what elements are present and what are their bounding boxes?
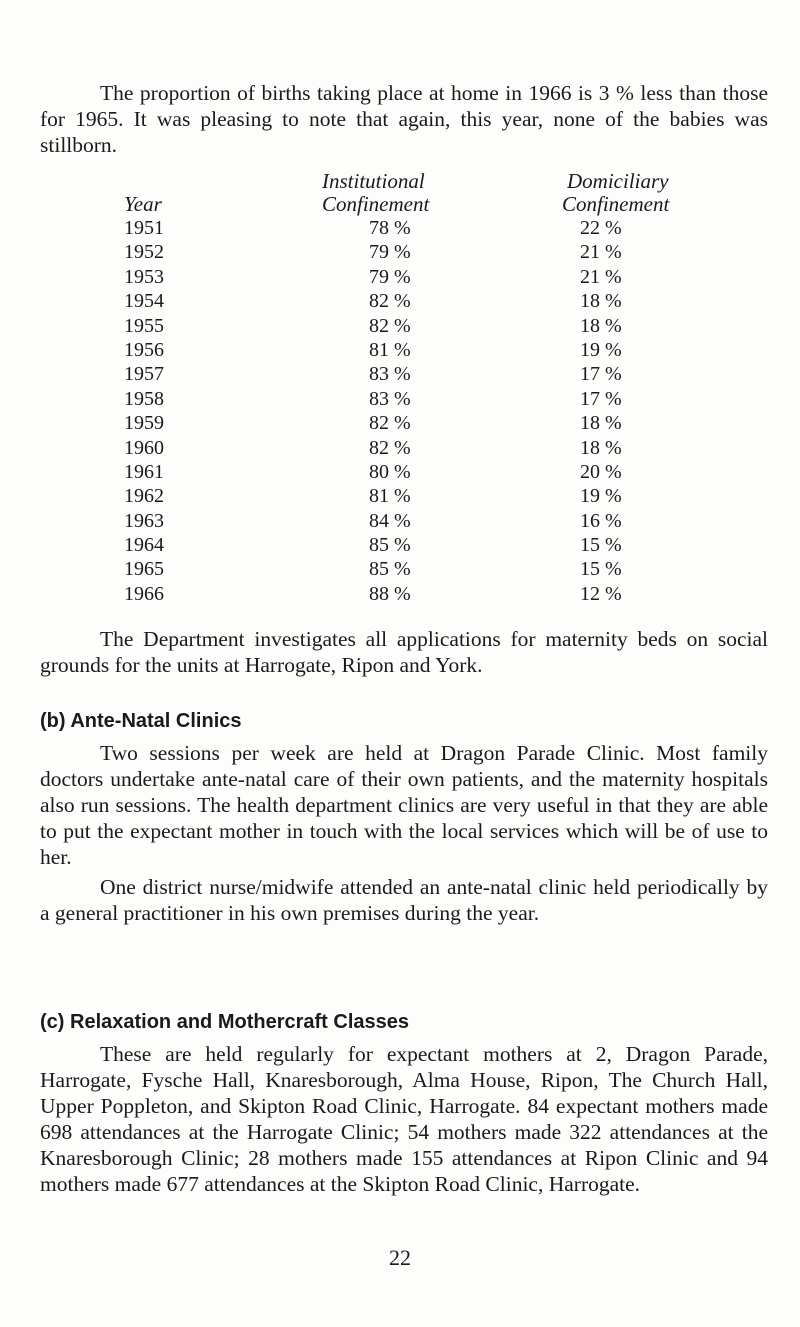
domiciliary-cell: 18 %	[580, 436, 622, 459]
table-row	[0, 338, 800, 362]
institutional-cell: 85 %	[369, 558, 411, 581]
year-cell: 1957	[124, 363, 164, 386]
table-row	[0, 216, 800, 240]
confinement-table	[0, 216, 800, 606]
institutional-cell: 81 %	[369, 338, 411, 361]
section-b-heading: (b) Ante-Natal Clinics	[40, 710, 242, 732]
table-row	[0, 240, 800, 264]
year-cell: 1956	[124, 338, 164, 361]
table-row	[0, 436, 800, 460]
table-row	[0, 314, 800, 338]
institutional-cell: 85 %	[369, 534, 411, 557]
table-row	[0, 265, 800, 289]
institutional-cell: 83 %	[369, 363, 411, 386]
table-row	[0, 362, 800, 386]
table-row	[0, 411, 800, 435]
year-cell: 1955	[124, 314, 164, 337]
institutional-cell: 79 %	[369, 265, 411, 288]
domiciliary-cell: 15 %	[580, 534, 622, 557]
year-cell: 1961	[124, 460, 164, 483]
domiciliary-cell: 16 %	[580, 509, 622, 532]
institutional-cell: 84 %	[369, 509, 411, 532]
year-cell: 1963	[124, 509, 164, 532]
domiciliary-cell: 18 %	[580, 290, 622, 313]
institutional-cell: 82 %	[369, 436, 411, 459]
domiciliary-cell: 18 %	[580, 314, 622, 337]
domiciliary-cell: 22 %	[580, 217, 622, 239]
table-row	[0, 387, 800, 411]
institutional-cell: 82 %	[369, 290, 411, 313]
year-cell: 1953	[124, 265, 164, 288]
domiciliary-cell: 12 %	[580, 582, 622, 605]
section-b-paragraph-2: One district nurse/midwife attended an ante-natal clinic held periodically by a general practitioner in his own premises during the year.	[40, 875, 768, 925]
table-row	[0, 582, 800, 606]
year-cell: 1965	[124, 558, 164, 581]
domiciliary-cell: 19 %	[580, 338, 622, 361]
domiciliary-cell: 20 %	[580, 460, 622, 483]
institutional-cell: 88 %	[369, 582, 411, 605]
year-cell: 1964	[124, 534, 164, 557]
intro-paragraph: The proportion of births taking place at home in 1966 is 3 % less than those for 1965. It was pleasing to note that again, this year, none of the babies was stillborn.	[40, 81, 768, 157]
section-c-paragraph: These are held regularly for expectant mothers at 2, Dragon Parade, Harrogate, Fysche Hall, Knaresborough, Alma House, Ripon, The Church Hall, Upper Poppleton, and Skipton Road Clinic, Harrogate. 84 expectant mothers made 698 attendances at the Harrogate Clinic; 54 mothers made 322 attendances at the Knaresborough Clinic; 28 mothers made 155 attendances at Ripon Clinic and 94 mothers made 677 attendances at the Skipton Road Clinic, Harrogate.	[40, 1042, 768, 1196]
institutional-cell: 81 %	[369, 485, 411, 508]
section-b-paragraph-1: Two sessions per week are held at Dragon Parade Clinic. Most family doctors undertake ante-natal care of their own patients, and the maternity hospitals also run sessions. The health department clinics are very useful in that they are able to put the expectant mother in touch with the local services which will be of use to her.	[40, 741, 768, 869]
table-row	[0, 289, 800, 313]
domiciliary-cell: 21 %	[580, 265, 622, 288]
domiciliary-cell: 18 %	[580, 412, 622, 435]
section-c-heading: (c) Relaxation and Mothercraft Classes	[40, 1011, 409, 1033]
year-cell: 1962	[124, 485, 164, 508]
domiciliary-cell: 17 %	[580, 387, 622, 410]
year-cell: 1951	[124, 217, 164, 239]
year-header: Year	[124, 192, 162, 216]
domiciliary-cell: 17 %	[580, 363, 622, 386]
table-row	[0, 533, 800, 557]
domiciliary-header-line2: Confinement	[562, 192, 670, 216]
year-cell: 1966	[124, 582, 164, 605]
domiciliary-header-line1: Domiciliary	[567, 169, 669, 193]
institutional-cell: 79 %	[369, 241, 411, 264]
institutional-header-line1: Institutional	[322, 169, 425, 193]
year-cell: 1959	[124, 412, 164, 435]
department-paragraph: The Department investigates all applications for maternity beds on social grounds for the units at Harrogate, Ripon and York.	[40, 627, 768, 677]
institutional-header-line2: Confinement	[322, 192, 430, 216]
institutional-cell: 78 %	[369, 217, 411, 239]
year-cell: 1958	[124, 387, 164, 410]
domiciliary-cell: 19 %	[580, 485, 622, 508]
table-row	[0, 509, 800, 533]
institutional-cell: 82 %	[369, 412, 411, 435]
institutional-cell: 80 %	[369, 460, 411, 483]
institutional-cell: 82 %	[369, 314, 411, 337]
year-cell: 1954	[124, 290, 164, 313]
table-row	[0, 484, 800, 508]
table-row	[0, 557, 800, 581]
year-cell: 1952	[124, 241, 164, 264]
page-number: 22	[389, 1245, 411, 1270]
domiciliary-cell: 15 %	[580, 558, 622, 581]
domiciliary-cell: 21 %	[580, 241, 622, 264]
year-cell: 1960	[124, 436, 164, 459]
institutional-cell: 83 %	[369, 387, 411, 410]
table-row	[0, 460, 800, 484]
